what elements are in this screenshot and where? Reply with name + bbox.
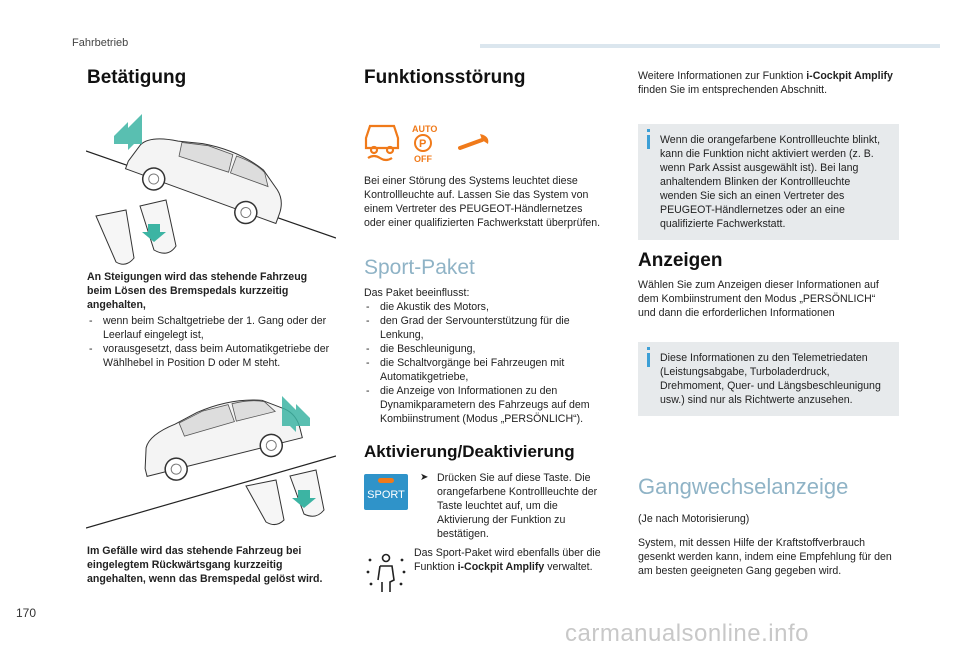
- more-info-text: Weitere Informationen zur Funktion i-Cockpit Amplify finden Sie im entsprechenden Abschnitt.: [638, 70, 893, 96]
- title-betaetigung: Betätigung: [87, 67, 187, 88]
- uphill-car-illustration: [86, 108, 336, 270]
- list-item: - wenn beim Schaltgetriebe der 1. Gang oder der Leerlauf eingelegt ist,: [87, 314, 332, 342]
- title-sport-paket: Sport-Paket: [364, 256, 475, 279]
- gear-text: System, mit dessen Hilfe der Kraftstoffverbrauch gesenkt werden kann, indem eine Empfehlung für den am besten geeigneten Gang gegeben wird.: [638, 537, 892, 577]
- sport-button-label: SPORT: [367, 489, 405, 501]
- list-item: - die Schaltvorgänge bei Fahrzeugen mit Automatikgetriebe,: [364, 356, 609, 384]
- downhill-car-illustration: [86, 388, 336, 530]
- info-icon: [647, 347, 650, 350]
- fault-text: Bei einer Störung des Systems leuchtet diese Kontrollleuchte auf. Lassen Sie das System von einem Vertreter des PEUGEOT-Händlernetzes oder einer qualifizierten Fachwerkstatt überprüfen.: [364, 175, 601, 229]
- sport-button: [364, 474, 408, 510]
- title-aktivierung: Aktivierung/Deaktivierung: [364, 442, 575, 461]
- list-item: - den Grad der Servounterstützung für die Lenkung,: [364, 314, 609, 342]
- note-text: Wenn die orangefarbene Kontrollleuchte blinkt, kann die Funktion nicht aktiviert werden (z. B. wenn Park Assist ausgewählt ist). Bei lang anhaltendem Blinken der Kontrollleuchte wenden Sie sich an einen Vertreter des PEUGEOT-Händlernetzes oder an eine qualifizierte Fachwerkstatt.: [660, 134, 881, 230]
- cockpit-text: Das Sport-Paket wird ebenfalls über die Funktion i-Cockpit Amplify verwaltet.: [414, 547, 601, 573]
- page-number: 170: [16, 606, 37, 620]
- header-bar: [480, 44, 940, 48]
- note-text: Diese Informationen zu den Telemetriedaten (Leistungsabgabe, Turboladerdruck, Drehmoment, Quer- und Längsbeschleunigung usw.) sind nur als Richtwerte anzusehen.: [660, 352, 881, 406]
- i-cockpit-amplify-icon: [366, 548, 406, 594]
- off-label: OFF: [414, 154, 432, 164]
- section-label: Fahrbetrieb: [72, 37, 129, 49]
- anzeigen-text: Wählen Sie zum Anzeigen dieser Informationen auf dem Kombiinstrument den Modus „PERSÖNLICH“ und dann die erforderlichen Informationen: [638, 279, 879, 319]
- auto-p-off-icon: [412, 124, 437, 164]
- sport-indicator-lamp: [378, 478, 394, 483]
- caption-downhill: Im Gefälle wird das stehende Fahrzeug bei eingelegtem Rückwärtsgang kurzzeitig angehalten, wenn das Bremspedal gelöst wird.: [87, 545, 323, 585]
- info-note-blinking: [638, 124, 899, 240]
- auto-label: AUTO: [412, 124, 438, 134]
- list-item: - vorausgesetzt, dass beim Automatikgetriebe der Wählhebel in Position D oder M steht.: [87, 342, 332, 370]
- sport-effects-list: [364, 300, 609, 426]
- wrench-icon: [460, 134, 488, 148]
- list-item: - die Akustik des Motors,: [364, 300, 609, 314]
- info-note-telemetry: [638, 342, 899, 416]
- uphill-conditions-list: [87, 314, 332, 370]
- list-item: - die Beschleunigung,: [364, 342, 609, 356]
- stability-warning-icon: [366, 126, 398, 160]
- watermark: carmanualsonline.info: [565, 620, 809, 647]
- sport-intro: Das Paket beeinflusst:: [364, 287, 470, 299]
- list-item: - die Anzeige von Informationen zu den Dynamikparametern des Fahrzeugs auf dem Kombiinstrument (Modus „PERSÖNLICH“).: [364, 384, 609, 426]
- info-icon: [647, 129, 650, 132]
- p-label: P: [419, 138, 427, 150]
- title-gangwechselanzeige: Gangwechselanzeige: [638, 474, 849, 499]
- activation-text: Drücken Sie auf diese Taste. Die orangefarbene Kontrollleuchte der Taste leuchtet auf, um die Aktivierung der Funktion zu bestätigen.: [437, 472, 598, 540]
- more-info-bold: i-Cockpit Amplify: [806, 70, 893, 82]
- caption-uphill: An Steigungen wird das stehende Fahrzeug beim Lösen des Bremspedals kurzzeitig angehalten,: [87, 271, 308, 311]
- gear-subtitle: (Je nach Motorisierung): [638, 513, 750, 525]
- title-funktionsstoerung: Funktionsstörung: [364, 67, 526, 88]
- cockpit-bold: i-Cockpit Amplify: [457, 561, 545, 573]
- warning-lamps: [364, 122, 494, 164]
- forward-arrow-icon: [114, 114, 142, 150]
- title-anzeigen: Anzeigen: [638, 250, 723, 271]
- arrow-bullet-icon: ➤: [420, 472, 429, 483]
